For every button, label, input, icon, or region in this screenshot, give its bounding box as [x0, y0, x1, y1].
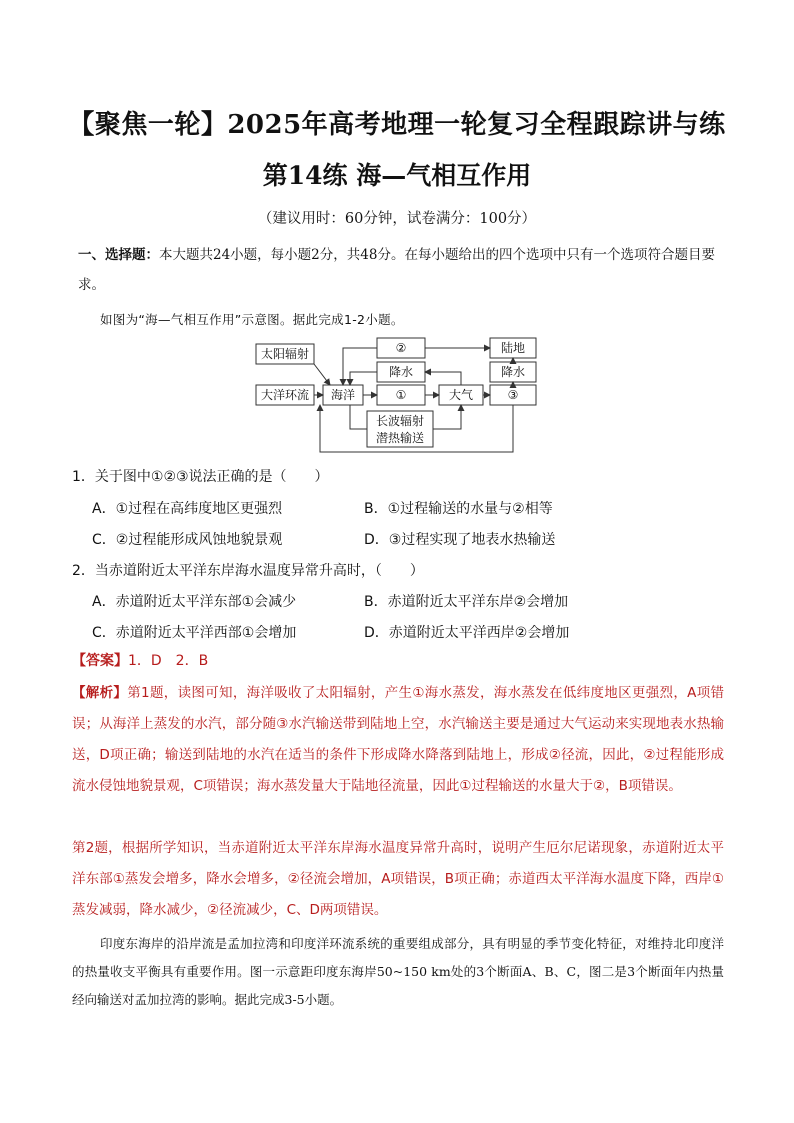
- section-heading: 一、选择题：: [78, 247, 159, 263]
- answer-line: [72, 650, 208, 670]
- question-2-option-a[interactable]: A．赤道附近太平洋东部①会减少: [92, 594, 297, 610]
- section-text: 本大题共24小题，每小题2分，共48分。在每小题给出的四个选项中只有一个选项符合题目要求。: [78, 247, 715, 293]
- label-land: 陆地: [500, 341, 526, 355]
- reading-passage: 印度东海岸的沿岸流是孟加拉湾和印度洋环流系统的重要组成部分，具有明显的季节变化特征，对维持北印度洋的热量收支平衡具有重要作用。图一示意距印度东海岸50~150 km处的3个断面A、B、C，图二是3个断面年内热量经向输送对孟加拉湾的影响。据此完成3-5小题。: [72, 936, 724, 1007]
- sea-air-interaction-diagram: [250, 334, 545, 456]
- question-1-option-a[interactable]: A．①过程在高纬度地区更强烈: [92, 501, 283, 517]
- document-title: 【聚焦一轮】2025年高考地理一轮复习全程跟踪讲与练: [68, 110, 726, 140]
- label-rain1: 降水: [388, 365, 414, 379]
- question-2-option-b[interactable]: B．赤道附近太平洋东岸②会增加: [364, 594, 569, 610]
- question-2-option-d[interactable]: D．赤道附近太平洋西岸②会增加: [364, 625, 570, 641]
- time-score-note: （建议用时：60分钟，试卷满分：100分）: [257, 211, 537, 227]
- analysis-label: 【解析】: [72, 685, 128, 701]
- label-latent-heat: 潜热输送: [375, 431, 425, 445]
- question-1-option-d[interactable]: D．③过程实现了地表水热输送: [364, 532, 556, 548]
- label-atmosphere: 大气: [448, 388, 474, 402]
- question-1-option-b[interactable]: B．①过程输送的水量与②相等: [364, 501, 553, 517]
- label-rain2: 降水: [500, 365, 526, 379]
- analysis-paragraph-2: 第2题，根据所学知识，当赤道附近太平洋东岸海水温度异常升高时，说明产生厄尔尼诺现象，赤道附近太平洋东部①蒸发会增多，降水会增多，②径流会增加，A项错误，B项正确；赤道西太平洋海水温度下降，西岸①蒸发减弱，降水减少，②径流减少，C、D两项错误。: [72, 840, 724, 918]
- question-2-stem: 2．当赤道附近太平洋东岸海水温度异常升高时，（ ）: [72, 563, 424, 579]
- label-p3: ③: [507, 388, 519, 402]
- answer-value: 1．D 2．B: [128, 653, 209, 669]
- label-solar: 太阳辐射: [260, 347, 310, 361]
- label-p2: ②: [395, 341, 407, 355]
- analysis-text-1: 第1题，读图可知，海洋吸收了太阳辐射，产生①海水蒸发，海水蒸发在低纬度地区更强烈，A项错误；从海洋上蒸发的水汽，部分随③水汽输送带到陆地上空，水汽输送主要是通过大气运动来实现地表水热输送，D项正确；输送到陆地的水汽在适当的条件下形成降水降落到陆地上，形成②径流，因此，②过程能形成流水侵蚀地貌景观，C项错误；海水蒸发量大于陆地径流量，因此①过程输送的水量大于②，B项错误。: [72, 685, 724, 794]
- lesson-title: 第14练 海—气相互作用: [262, 161, 532, 190]
- analysis-paragraph-1: [72, 678, 724, 802]
- section-instructions: [78, 240, 726, 300]
- question-1-option-c[interactable]: C．②过程能形成风蚀地貌景观: [92, 532, 283, 548]
- label-ocean: 海洋: [330, 388, 356, 402]
- answer-label: 【答案】: [72, 653, 128, 669]
- question-2-option-c[interactable]: C．赤道附近太平洋西部①会增加: [92, 625, 297, 641]
- label-circulation: 大洋环流: [260, 388, 310, 402]
- label-p1: ①: [395, 388, 407, 402]
- label-longwave: 长波辐射: [375, 414, 425, 428]
- question-1-stem: 1．关于图中①②③说法正确的是（ ）: [72, 469, 329, 485]
- question-intro: 如图为“海—气相互作用”示意图。据此完成1-2小题。: [100, 312, 404, 327]
